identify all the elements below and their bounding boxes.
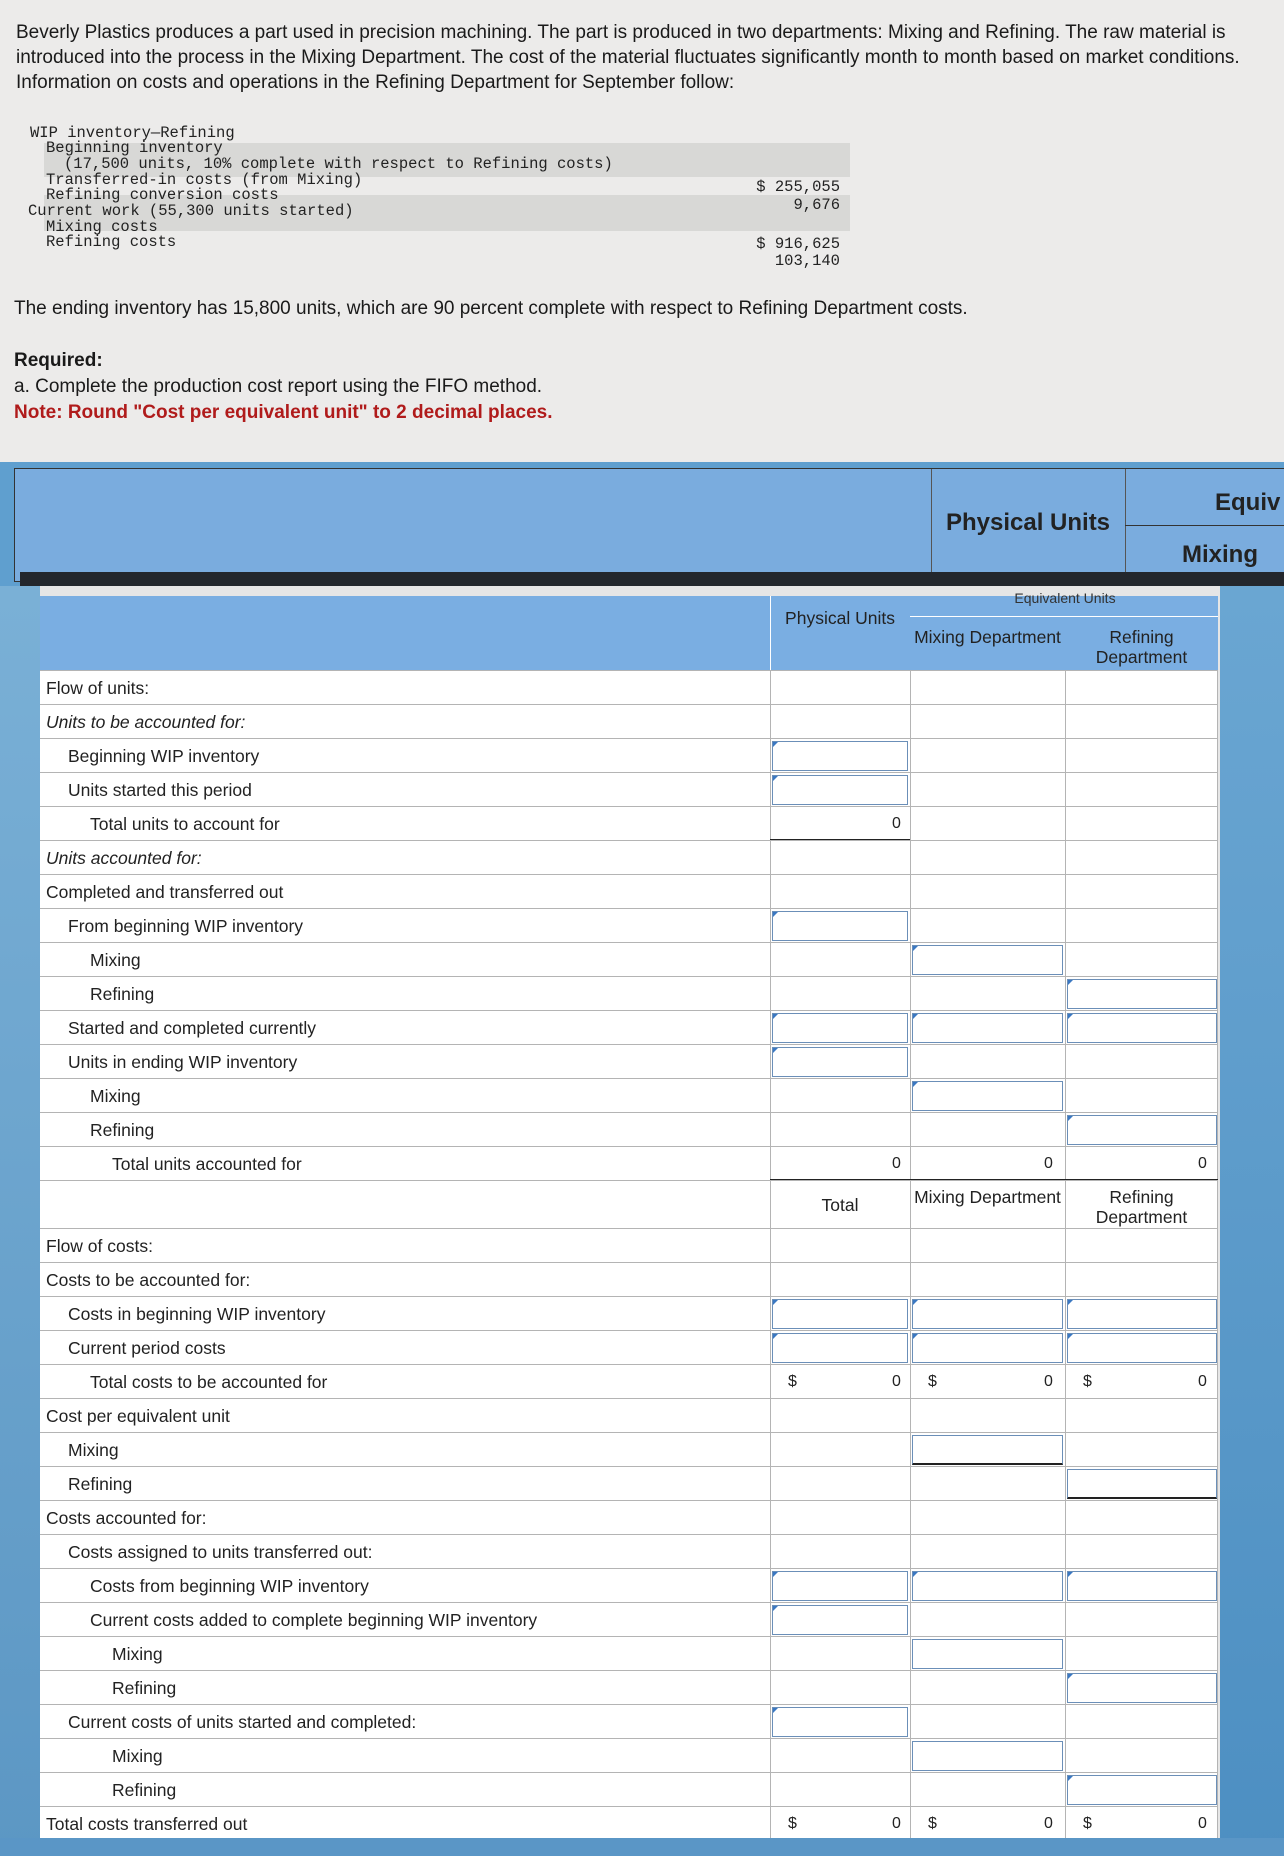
current-added-mixing-input[interactable]: [912, 1639, 1063, 1669]
mixing-costs-amount: $ 916,625: [756, 235, 840, 253]
transferred-in-label: Transferred-in costs (from Mixing): [46, 171, 363, 189]
label: Refining: [68, 1474, 133, 1494]
units-started-input[interactable]: [772, 775, 908, 805]
dollar-sign: $: [788, 1373, 797, 1390]
row-current-added-mixing: [40, 1636, 1218, 1671]
costs-beg-wip-mixing-input[interactable]: [912, 1299, 1063, 1329]
rounding-note: Note: Round "Cost per equivalent unit" to 2 decimal places.: [14, 402, 553, 423]
label: Refining: [112, 1780, 177, 1800]
costs-beg-wip-total-input[interactable]: [772, 1299, 908, 1329]
row-total-costs-to-account: [40, 1364, 1218, 1399]
cpeu-refining-input[interactable]: [1067, 1469, 1217, 1499]
label: Mixing: [112, 1746, 163, 1766]
end-wip-units-input[interactable]: [772, 1047, 908, 1077]
background-table: [0, 462, 1284, 586]
current-started-mixing-input[interactable]: [912, 1741, 1063, 1771]
row-units-accounted-for: [40, 840, 1218, 875]
row-completed: [40, 874, 1218, 909]
beg-inventory-label: Beginning inventory: [46, 139, 223, 157]
row-cpeu-refining: [40, 1466, 1218, 1501]
label: Costs assigned to units transferred out:: [68, 1542, 373, 1562]
row-flow-of-units: [40, 670, 1218, 705]
row-current-started: [40, 1704, 1218, 1739]
refining-conv-label: Refining conversion costs: [46, 186, 279, 204]
production-cost-report: [40, 590, 1218, 1838]
total-costs-total: 0: [892, 1373, 901, 1390]
label: Started and completed currently: [68, 1018, 317, 1038]
label: Mixing: [90, 1086, 141, 1106]
required-heading: Required:: [14, 350, 103, 371]
mixing-dept-header: Mixing Department: [914, 627, 1061, 647]
refining-costs-label: Refining costs: [46, 233, 177, 251]
started-completed-mixing-input[interactable]: [912, 1013, 1063, 1043]
label: Completed and transferred out: [46, 882, 284, 902]
label: Refining: [90, 984, 155, 1004]
costs-from-beg-total-input[interactable]: [772, 1571, 908, 1601]
dollar-sign: $: [788, 1815, 797, 1832]
refining-conv-amount: 9,676: [793, 196, 840, 214]
row-flow-of-costs: [40, 1228, 1218, 1263]
equivalent-units-header: Equivalent Units: [1014, 590, 1116, 606]
label: Cost per equivalent unit: [46, 1406, 230, 1426]
bg-physical-units: Physical Units: [945, 509, 1111, 536]
physical-units-header: Physical Units: [785, 608, 895, 628]
left-margin: [0, 586, 40, 1856]
label: Units accounted for:: [46, 848, 202, 868]
total-accounted-mixing: 0: [1044, 1155, 1053, 1172]
total-transferred-total: 0: [892, 1815, 901, 1832]
label: Beginning WIP inventory: [68, 746, 260, 766]
row-from-beg-mixing: [40, 942, 1218, 977]
row-units-to-account: [40, 704, 1218, 739]
refining-costs-amount: 103,140: [774, 252, 840, 270]
label: Total units accounted for: [112, 1154, 302, 1174]
current-started-refining-input[interactable]: [1067, 1775, 1217, 1805]
current-costs-total-input[interactable]: [772, 1333, 908, 1363]
label: Refining: [112, 1678, 177, 1698]
from-beg-refining-eu-input[interactable]: [1067, 979, 1217, 1009]
label: Refining: [90, 1120, 155, 1140]
background-table-header: [14, 468, 1284, 582]
label: Units to be accounted for:: [46, 712, 246, 732]
bg-mixing: Mixing: [1182, 541, 1258, 568]
total-units-value: 0: [892, 815, 901, 832]
row-costs-accounted-for: [40, 1500, 1218, 1535]
label: Mixing: [112, 1644, 163, 1664]
cost-mixing-header: Mixing Department: [914, 1187, 1061, 1207]
row-units-started: [40, 772, 1218, 807]
row-current-added: [40, 1602, 1218, 1637]
total-costs-refining: 0: [1198, 1373, 1207, 1390]
header-divider: [910, 616, 1218, 617]
row-end-wip-refining: [40, 1112, 1218, 1147]
label: Total costs transferred out: [46, 1814, 248, 1834]
cpeu-mixing-input[interactable]: [912, 1435, 1063, 1465]
costs-from-beg-mixing-input[interactable]: [912, 1571, 1063, 1601]
dollar-sign: $: [928, 1373, 937, 1390]
mixing-costs-label: Mixing costs: [46, 218, 158, 236]
label: Flow of units:: [46, 678, 150, 698]
dollar-sign: $: [1083, 1815, 1092, 1832]
current-work-label: Current work (55,300 units started): [28, 202, 354, 220]
row-current-costs: [40, 1330, 1218, 1365]
problem-paragraph: Beverly Plastics produces a part used in precision machining. The part is produced in two departments: Mixing and Refining. The raw material is introduced into the process in the Mixing Department. The cost of the material fluctuates significantly month to month based on market conditions. Information on costs and operations in the Refining Department for September follow:: [16, 22, 1240, 93]
current-costs-refining-input[interactable]: [1067, 1333, 1217, 1363]
current-added-total-input[interactable]: [772, 1605, 908, 1635]
row-cpeu-mixing: [40, 1432, 1218, 1467]
label: Mixing: [90, 950, 141, 970]
row-end-wip-mixing: [40, 1078, 1218, 1113]
dollar-sign: $: [928, 1815, 937, 1832]
beg-units-label: (17,500 units, 10% complete with respect to Refining costs): [64, 155, 613, 173]
total-accounted-physical: 0: [892, 1155, 901, 1172]
label: Current costs added to complete beginning WIP inventory: [90, 1610, 538, 1630]
wip-title: WIP inventory—Refining: [30, 124, 235, 142]
row-total-transferred: [40, 1806, 1218, 1841]
row-costs-from-beg: [40, 1568, 1218, 1603]
row-total-units-to-account: [40, 806, 1218, 841]
started-completed-units-input[interactable]: [772, 1013, 908, 1043]
row-units-end-wip: [40, 1044, 1218, 1079]
label: Costs accounted for:: [46, 1508, 207, 1528]
label: Units started this period: [68, 780, 252, 800]
label: Total units to account for: [90, 814, 280, 834]
label: Costs from beginning WIP inventory: [90, 1576, 369, 1596]
label: Units in ending WIP inventory: [68, 1052, 298, 1072]
end-wip-refining-eu-input[interactable]: [1067, 1115, 1217, 1145]
row-cost-per-eu: [40, 1398, 1218, 1433]
from-beg-units-input[interactable]: [772, 911, 908, 941]
row-current-started-refining: [40, 1772, 1218, 1807]
label: Current period costs: [68, 1338, 226, 1358]
bg-divider: [1125, 525, 1284, 526]
row-beginning-wip: [40, 738, 1218, 773]
costs-beg-wip-refining-input[interactable]: [1067, 1299, 1217, 1329]
total-costs-mixing: 0: [1044, 1373, 1053, 1390]
end-wip-mixing-eu-input[interactable]: [912, 1081, 1063, 1111]
total-col-header: Total: [821, 1195, 859, 1215]
beg-wip-units-input[interactable]: [772, 741, 908, 771]
row-current-added-refining: [40, 1670, 1218, 1705]
transferred-in-amount: $ 255,055: [756, 178, 840, 196]
label: Total costs to be accounted for: [90, 1372, 328, 1392]
bg-equiv: Equiv: [1215, 489, 1281, 516]
row-costs-to-account: [40, 1262, 1218, 1297]
total-transferred-mixing: 0: [1044, 1815, 1053, 1832]
label: Flow of costs:: [46, 1236, 153, 1256]
row-cost-headers: [40, 1180, 1218, 1229]
problem-statement: [0, 0, 1284, 470]
label: Mixing: [68, 1440, 119, 1460]
total-transferred-refining: 0: [1198, 1815, 1207, 1832]
dollar-sign: $: [1083, 1373, 1092, 1390]
row-from-beg-refining: [40, 976, 1218, 1011]
label: Current costs of units started and completed:: [68, 1712, 417, 1732]
total-accounted-refining: 0: [1198, 1155, 1207, 1172]
ending-inventory-text: The ending inventory has 15,800 units, which are 90 percent complete with respect to Refining Department costs.: [14, 298, 968, 319]
overlay-edge: [20, 572, 1284, 586]
started-completed-refining-input[interactable]: [1067, 1013, 1217, 1043]
label: Costs in beginning WIP inventory: [68, 1304, 326, 1324]
bottom-margin: [0, 1838, 1284, 1856]
header-bg: [40, 596, 770, 670]
costs-from-beg-refining-input[interactable]: [1067, 1571, 1217, 1601]
row-total-units-accounted: [40, 1146, 1218, 1181]
row-current-started-mixing: [40, 1738, 1218, 1773]
refining-dept-header: Refining Department: [1095, 627, 1188, 667]
right-margin: [1220, 586, 1284, 1856]
row-costs-assigned: [40, 1534, 1218, 1569]
row-from-beginning: [40, 908, 1218, 943]
current-costs-mixing-input[interactable]: [912, 1333, 1063, 1363]
cost-refining-header: Refining Department: [1095, 1187, 1188, 1227]
row-costs-beg-wip: [40, 1296, 1218, 1331]
row-started-completed: [40, 1010, 1218, 1045]
current-added-refining-input[interactable]: [1067, 1673, 1217, 1703]
current-started-total-input[interactable]: [772, 1707, 908, 1737]
from-beg-mixing-eu-input[interactable]: [912, 945, 1063, 975]
requirement-a: a. Complete the production cost report using the FIFO method.: [14, 376, 543, 397]
label: Costs to be accounted for:: [46, 1270, 251, 1290]
label: From beginning WIP inventory: [68, 916, 304, 936]
